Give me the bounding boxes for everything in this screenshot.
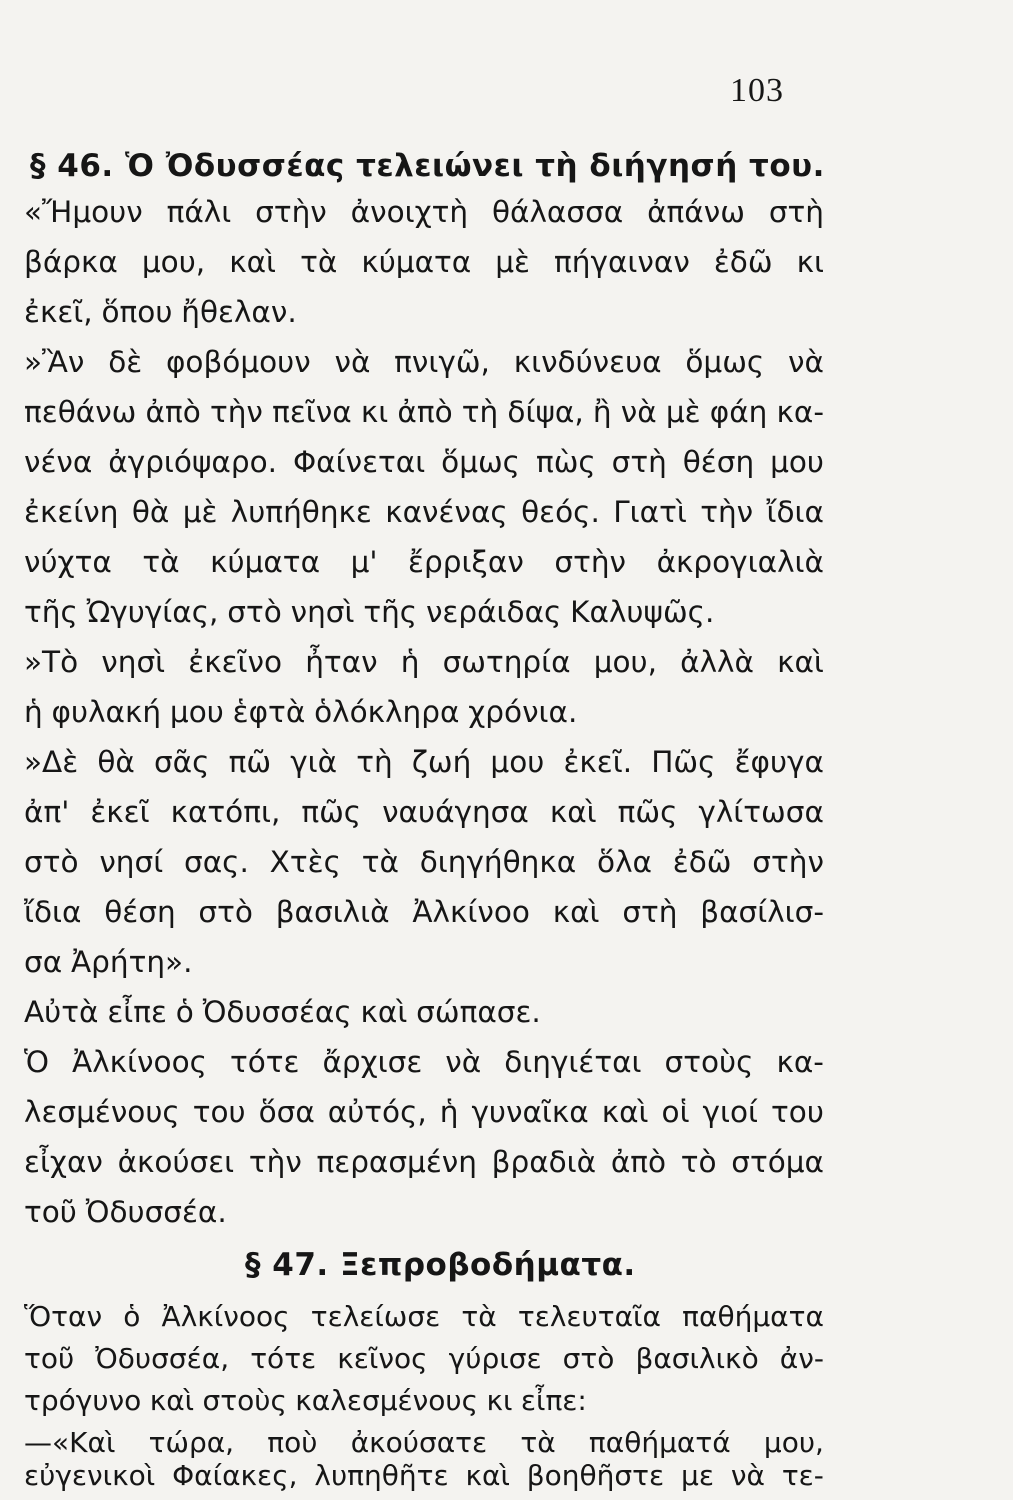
word: μὲ [495, 245, 530, 279]
text-line [24, 1343, 824, 1375]
word: τῆς [24, 595, 78, 629]
word: πάλι [166, 195, 232, 229]
text-line [24, 1145, 824, 1179]
word: βραδιὰ [491, 1145, 597, 1179]
word: χρόνια. [468, 695, 578, 729]
word: ἐκεῖ, [24, 295, 93, 329]
word: θὰ [97, 745, 135, 779]
word: γιὰ [290, 745, 338, 779]
word: κινδύνευα [513, 345, 662, 379]
word: Αὐτὰ [24, 995, 99, 1029]
word: οἱ [661, 1095, 690, 1129]
word: Ὀδυσσέας [202, 995, 352, 1029]
word: στὸ [227, 595, 282, 629]
word: πῶς [617, 795, 678, 829]
word: ἦταν [305, 645, 378, 679]
text-line [24, 1301, 824, 1333]
word: θὰ [131, 495, 170, 529]
word: Ὅταν [24, 1300, 103, 1333]
word: νησί [99, 845, 164, 879]
section-46-heading: § 46. Ὁ Ὀδυσσέας τελειώνει τὴ διήγησή του. [30, 148, 825, 184]
word: παθήματά [588, 1426, 731, 1459]
word: δὲ [108, 345, 143, 379]
word: —«Καὶ [24, 1426, 116, 1459]
text-line [24, 995, 824, 1029]
word: νὰ [334, 345, 371, 379]
word: νὰ [787, 345, 824, 379]
word: διηγιέται [504, 1045, 642, 1079]
word: νησὶ [290, 595, 355, 629]
word: πῶς [301, 795, 362, 829]
word: ἐδῶ [713, 245, 773, 279]
word: βοηθῆστε [526, 1459, 665, 1492]
word: ὁ [175, 995, 194, 1029]
word: Ἀλκίνοος [161, 1300, 290, 1333]
word: καὶ [777, 645, 824, 679]
word: τὸ [680, 1145, 717, 1179]
word: κανένας [385, 495, 508, 529]
word: σᾶς [153, 745, 210, 779]
word: ἔφυγα [734, 745, 824, 779]
word: ἔρριξαν [408, 545, 524, 579]
word: αὐτός, [327, 1095, 427, 1129]
word: κεῖνος [337, 1342, 428, 1375]
word: ἡ [24, 695, 43, 729]
text-line [24, 695, 824, 729]
word: ἀκρογιαλιὰ [656, 545, 824, 579]
word: ἤθελαν. [181, 295, 297, 329]
word: σας. [184, 845, 249, 879]
word: μὲ [182, 495, 218, 529]
word: κα- [776, 1045, 824, 1079]
word: ἡ [400, 645, 420, 679]
text-line [24, 195, 824, 229]
word: τελευταῖα [517, 1300, 661, 1333]
word: στὴν [554, 545, 627, 579]
word: παθήματα [682, 1300, 824, 1333]
word: βασιλιὰ [275, 895, 390, 929]
word: κατόπι, [170, 795, 281, 829]
text-line [24, 1195, 824, 1229]
word: ἐκείνη [24, 495, 119, 529]
word: ἴδια [766, 495, 824, 529]
word: καὶ [549, 795, 597, 829]
word: λυπήθηκε [230, 495, 372, 529]
word: ἀπάνω [647, 195, 745, 229]
word: ἐκεῖνο [188, 645, 283, 679]
word: στὴ [768, 195, 824, 229]
word: στὴ [622, 895, 678, 929]
word: τώρα, [148, 1426, 235, 1459]
text-line [24, 395, 824, 429]
word: στὸ [24, 845, 79, 879]
word: νένα [24, 445, 93, 479]
word: »Δὲ [24, 745, 79, 779]
word: τὰ [300, 245, 338, 279]
word: τὴν [700, 495, 754, 529]
word: Γιατὶ [613, 495, 687, 529]
word: φάη [709, 395, 768, 429]
word: τότε [250, 1342, 317, 1375]
word: πήγαιναν [554, 245, 690, 279]
word: στοὺς [202, 1384, 287, 1417]
word: βασιλικὸ [635, 1342, 759, 1375]
word: Χτὲς [269, 845, 341, 879]
word: »Ἂν [24, 345, 85, 379]
word: γλίτωσα [698, 795, 824, 829]
word: Ὀδυσσέα, [95, 1342, 230, 1375]
word: τῆς [363, 595, 418, 629]
word: μὲ [665, 395, 701, 429]
word: του [771, 1095, 824, 1129]
text-line [24, 295, 824, 329]
word: τὰ [361, 845, 399, 879]
word: ἐδῶ [672, 845, 732, 879]
word: ὅσα [258, 1095, 315, 1129]
word: τὰ [461, 1300, 497, 1333]
word: ὅμως [441, 445, 520, 479]
word: Ἀλκίνοο [412, 895, 530, 929]
word: κι [486, 1384, 513, 1417]
word: νύχτα [24, 545, 112, 579]
word: ἐκεῖ. [563, 745, 633, 779]
word: ἢ [592, 395, 612, 429]
word: στὴ [611, 445, 667, 479]
word: κι [360, 395, 389, 429]
word: ναυάγησα [382, 795, 529, 829]
word: εὐγενικοὶ [24, 1459, 156, 1492]
word: λυπηθῆτε [314, 1459, 449, 1492]
word: καὶ [601, 1095, 649, 1129]
word: Ὠγυγίας, [86, 595, 219, 629]
word: Φαίνεται [292, 445, 426, 479]
word: στὸ [198, 895, 253, 929]
word: δίψα, [507, 395, 584, 429]
text-line [24, 745, 824, 779]
word: ἀπὸ [610, 1145, 667, 1179]
text-line [24, 645, 824, 679]
word: μ' [350, 545, 378, 579]
word: τὴ [356, 745, 393, 779]
text-line [24, 345, 824, 379]
word: λεσμένους [24, 1095, 180, 1129]
word: κι [796, 245, 824, 279]
word: σωτηρία [442, 645, 571, 679]
word: ὅμως [685, 345, 765, 379]
text-line [24, 545, 824, 579]
word: καλεσμένους [295, 1384, 479, 1417]
text-line [24, 795, 824, 829]
word: εἶπε: [520, 1384, 587, 1417]
word: τοῦ [24, 1342, 75, 1375]
word: ἀγριόψαρο. [108, 445, 278, 479]
word: «Ἤμουν [24, 195, 143, 229]
word: ἀνοιχτὴ [350, 195, 469, 229]
word: ἀλλὰ [680, 645, 754, 679]
word: ὁλόκληρα [314, 695, 460, 729]
word: στόμα [731, 1145, 824, 1179]
word: τὴ [461, 395, 499, 429]
word: τὴν [209, 395, 263, 429]
word: νὰ [445, 1045, 482, 1079]
text-line [24, 495, 824, 529]
word: θέση [682, 445, 755, 479]
word: ἀκούσατε [350, 1426, 488, 1459]
word: με [681, 1459, 714, 1492]
text-line [24, 1095, 824, 1129]
word: βασίλισ- [700, 895, 824, 929]
word: κα- [776, 395, 824, 429]
word: πεῖνα [272, 395, 352, 429]
word: πῶ [228, 745, 272, 779]
word: νησὶ [101, 645, 166, 679]
word: κύματα [210, 545, 321, 579]
text-line [24, 895, 824, 929]
page-number: 103 [730, 72, 784, 109]
word: ἴδια [24, 895, 82, 929]
word: νὰ [620, 395, 657, 429]
word: τὰ [142, 545, 180, 579]
word: κύματα [361, 245, 472, 279]
word: του [192, 1095, 246, 1129]
word: καὶ [552, 895, 600, 929]
word: τε- [781, 1459, 824, 1492]
text-line [24, 845, 824, 879]
word: ὅπου [101, 295, 173, 329]
text-line [24, 1427, 824, 1459]
word: τρόγυνο [24, 1384, 142, 1417]
word: ὁ [123, 1300, 141, 1333]
word: ὅλα [597, 845, 652, 879]
word: πεθάνω [24, 395, 137, 429]
word: στὴν [255, 195, 327, 229]
word: πὼς [535, 445, 596, 479]
word: τότε [229, 1045, 300, 1079]
word: Καλυψῶς. [570, 595, 715, 629]
word: γυναῖκα [471, 1095, 589, 1129]
word: ποὺ [267, 1426, 318, 1459]
word: ἀκούσει [117, 1145, 235, 1179]
word: στὴν [752, 845, 824, 879]
word: νὰ [730, 1459, 765, 1492]
word: περασμένη [316, 1145, 477, 1179]
word: Ἀρήτη». [71, 945, 193, 979]
text-line [24, 1045, 824, 1079]
word: καὶ [149, 1384, 195, 1417]
word: μου, [593, 645, 657, 679]
word: εἶχαν [24, 1145, 103, 1179]
word: φυλακή [51, 695, 162, 729]
word: καὶ [465, 1459, 510, 1492]
word: θάλασσα [491, 195, 624, 229]
word: ἑφτὰ [232, 695, 306, 729]
word: βάρκα [24, 245, 118, 279]
word: Ὀδυσσέα. [85, 1195, 227, 1229]
word: μου, [763, 1426, 824, 1459]
word: Φαίακες, [172, 1459, 298, 1492]
word: φοβόμουν [165, 345, 311, 379]
word: πνιγῶ, [394, 345, 490, 379]
word: γύρισε [448, 1342, 542, 1375]
word: καὶ [229, 245, 277, 279]
section-47-heading: § 47. Ξεπροβοδήματα. [245, 1247, 636, 1283]
word: μου [490, 745, 545, 779]
word: μου, [141, 245, 206, 279]
word: Ἀλκίνοος [72, 1045, 207, 1079]
word: ἀν- [779, 1342, 824, 1375]
word: σα [24, 945, 63, 979]
text-line [24, 245, 824, 279]
word: ἀπ' [24, 795, 70, 829]
word: Ὁ [24, 1045, 50, 1079]
word: τελείωσε [310, 1300, 441, 1333]
word: ἀπὸ [145, 395, 201, 429]
word: εἶπε [107, 995, 167, 1029]
text-line [24, 1460, 824, 1492]
word: ἀπὸ [397, 395, 453, 429]
word: σώπασε. [416, 995, 541, 1029]
text-line [24, 445, 824, 479]
word: μου [169, 695, 224, 729]
word: ἐκεῖ [90, 795, 150, 829]
text-line [24, 1385, 824, 1417]
word: διηγήθηκα [419, 845, 577, 879]
word: θέση [104, 895, 176, 929]
word: ἡ [439, 1095, 459, 1129]
word: στὸ [562, 1342, 615, 1375]
word: μου [770, 445, 824, 479]
word: νεράιδας [425, 595, 562, 629]
text-line [24, 945, 824, 979]
word: γιοί [702, 1095, 759, 1129]
word: στοὺς [664, 1045, 754, 1079]
word: Πῶς [651, 745, 716, 779]
word: τὰ [520, 1426, 556, 1459]
word: τοῦ [24, 1195, 77, 1229]
word: καὶ [360, 995, 408, 1029]
word: θεός. [521, 495, 600, 529]
word: τὴν [248, 1145, 302, 1179]
word: ζωή [411, 745, 472, 779]
word: ἄρχισε [322, 1045, 423, 1079]
word: »Τὸ [24, 645, 79, 679]
text-line [24, 595, 824, 629]
